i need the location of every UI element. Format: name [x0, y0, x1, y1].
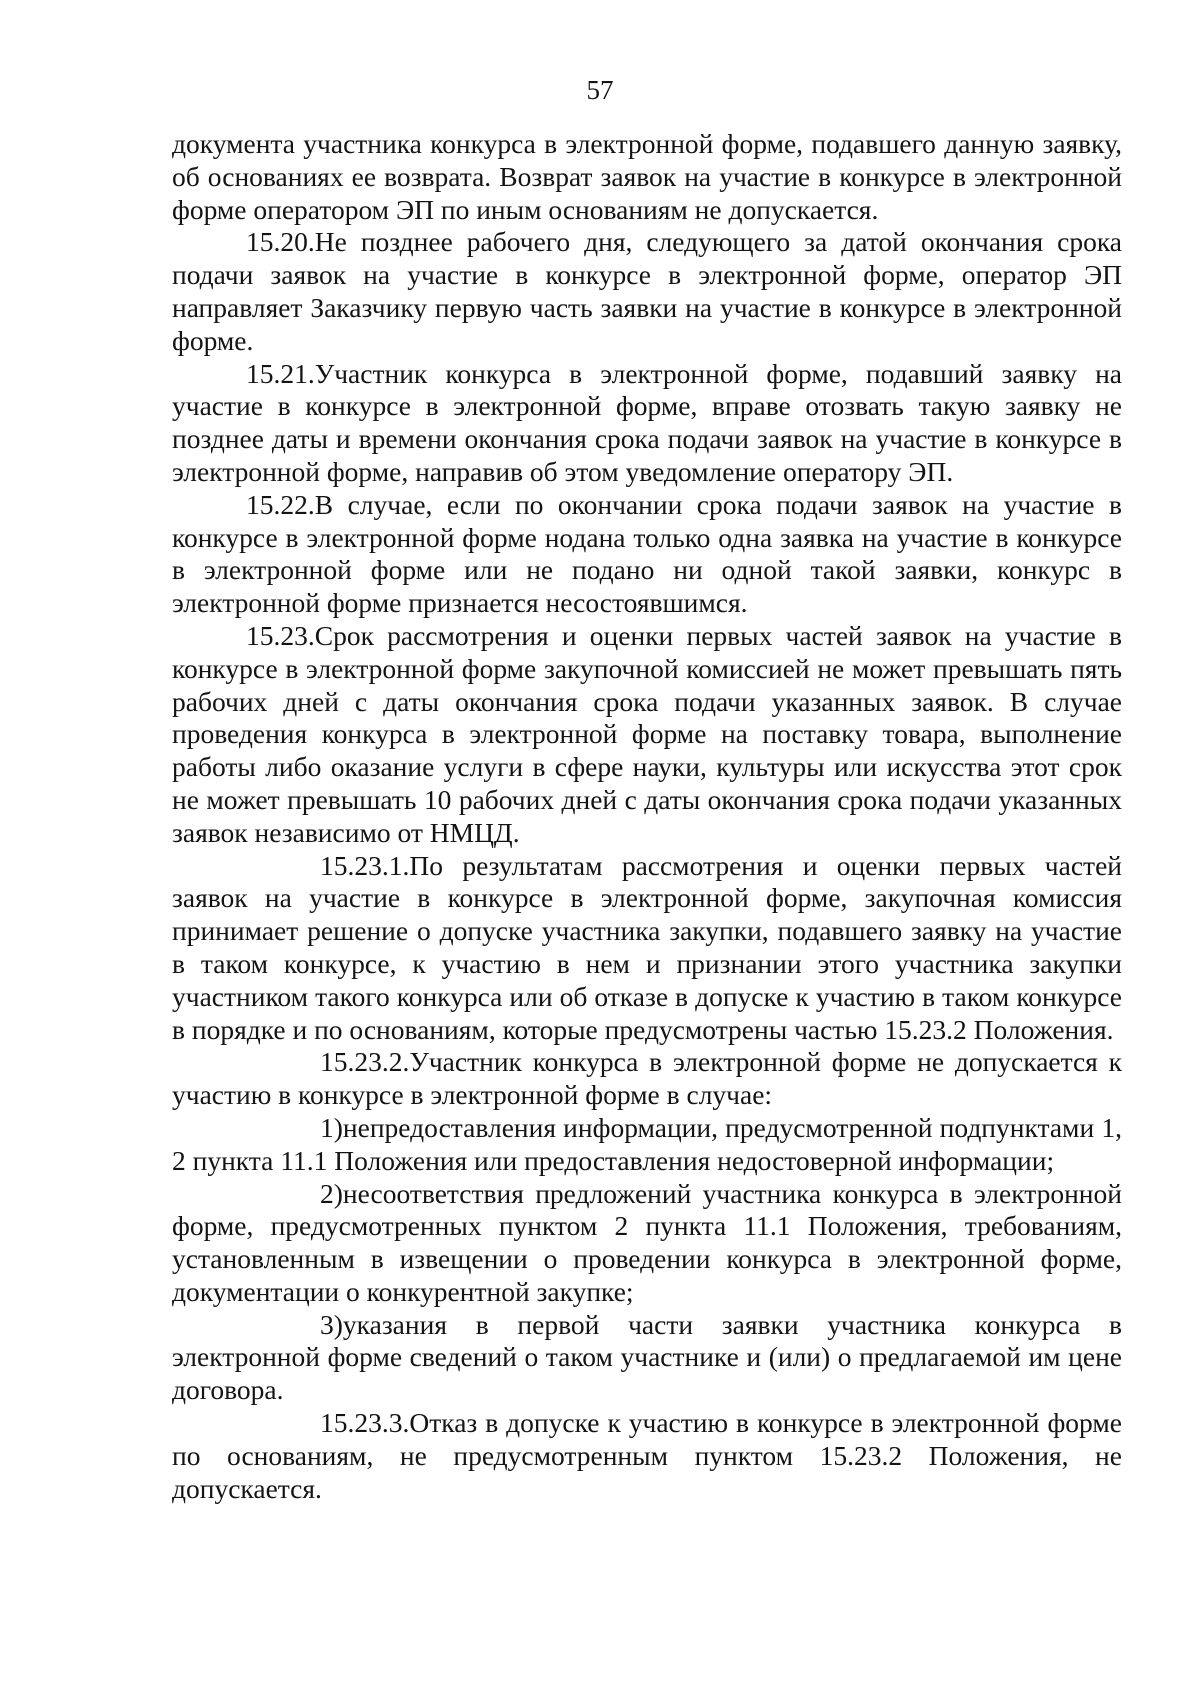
list-item-1: [172, 1112, 1122, 1178]
paragraph-15-20: [172, 226, 1122, 357]
paragraph-15-21: [172, 358, 1122, 489]
list-item-text: несоответствия предложений участника конкурса в электронной форме, предусмотренных пунктом 2 пункта 11.1 Положения, требованиям, установленным в извещении о проведении конкурса в электронной форме, документации о конкурентной закупке;: [172, 1177, 1122, 1307]
paragraph-text: 15.21.Участник конкурса в электронной форме, подавший заявку на участие в конкурсе в электронной форме, вправе отозвать такую заявку не позднее даты и времени окончания срока подачи заявок на участие в конкурсе в электронной форме, направив об этом уведомление оператору ЭП.: [172, 357, 1122, 487]
list-item-number: 3): [320, 1308, 343, 1340]
paragraph-text: 15.20.Не позднее рабочего дня, следующего за датой окончания срока подачи заявок на участие в конкурсе в электронной форме, оператор ЭП направляет Заказчику первую часть заявки на участие в конкурсе в электронной форме.: [172, 226, 1122, 356]
paragraph-number: 15.23.2.: [320, 1046, 410, 1078]
paragraph-15-23-2: [172, 1046, 1122, 1112]
document-body: [172, 128, 1122, 1505]
paragraph-15-23: [172, 620, 1122, 850]
paragraph-continuation: [172, 128, 1122, 226]
list-item-text: непредоставления информации, предусмотренной подпунктами 1, 2 пункта 11.1 Положения или предоставления недостоверной информации;: [172, 1111, 1122, 1176]
list-item-text: указания в первой части заявки участника конкурса в электронной форме сведений о таком участнике и (или) о предлагаемой им цене договора.: [172, 1308, 1122, 1406]
paragraph-text: 15.22.В случае, если по окончании срока подачи заявок на участие в конкурсе в электронной форме нодана только одна заявка на участие в конкурсе в электронной форме или не подано ни одной такой заявки, конкурс в электронной форме признается несостоявшимся.: [172, 488, 1122, 619]
list-item-number: 2): [320, 1177, 343, 1209]
paragraph-text: По результатам рассмотрения и оценки первых частей заявок на участие в конкурсе в электронной форме, закупочная комиссия принимает решение о допуске участника закупки, подавшего заявку на участие в таком конкурсе, к участию в нем и признании этого участника закупки участником такого конкурса или об отказе в допуске к участию в таком конкурсе в порядке и по основаниям, которые предусмотрены частью 15.23.2 Положения.: [172, 849, 1122, 1045]
paragraph-text: Отказ в допуске к участию в конкурсе в электронной форме по основаниям, не предусмотренным пунктом 15.23.2 Положения, не допускается.: [172, 1407, 1122, 1504]
list-item-2: [172, 1178, 1122, 1309]
paragraph-15-22: [172, 489, 1122, 620]
paragraph-number: 15.23.1.: [320, 849, 410, 881]
paragraph-number: 15.23.3.: [320, 1407, 410, 1439]
page-number: 57: [586, 75, 614, 105]
paragraph-text: документа участника конкурса в электронной форме, подавшего данную заявку, об основаниях ее возврата. Возврат заявок на участие в конкурсе в электронной форме оператором ЭП по иным основаниям не допускается.: [172, 128, 1122, 225]
list-item-number: 1): [320, 1111, 343, 1143]
paragraph-15-23-3: [172, 1407, 1122, 1505]
paragraph-15-23-1: [172, 850, 1122, 1047]
paragraph-text: 15.23.Срок рассмотрения и оценки первых частей заявок на участие в конкурсе в электронной форме закупочной комиссией не может превышать пять рабочих дней с даты окончания срока подачи указанных заявок. В случае проведения конкурса в электронной форме на поставку товара, выполнение работы либо оказание услуги в сфере науки, культуры или искусства этот срок не может превышать 10 рабочих дней с даты окончания срока подачи указанных заявок независимо от НМЦД.: [172, 619, 1122, 848]
paragraph-text: Участник конкурса в электронной форме не допускается к участию в конкурсе в электронной форме в случае:: [172, 1046, 1122, 1111]
list-item-3: [172, 1309, 1122, 1407]
